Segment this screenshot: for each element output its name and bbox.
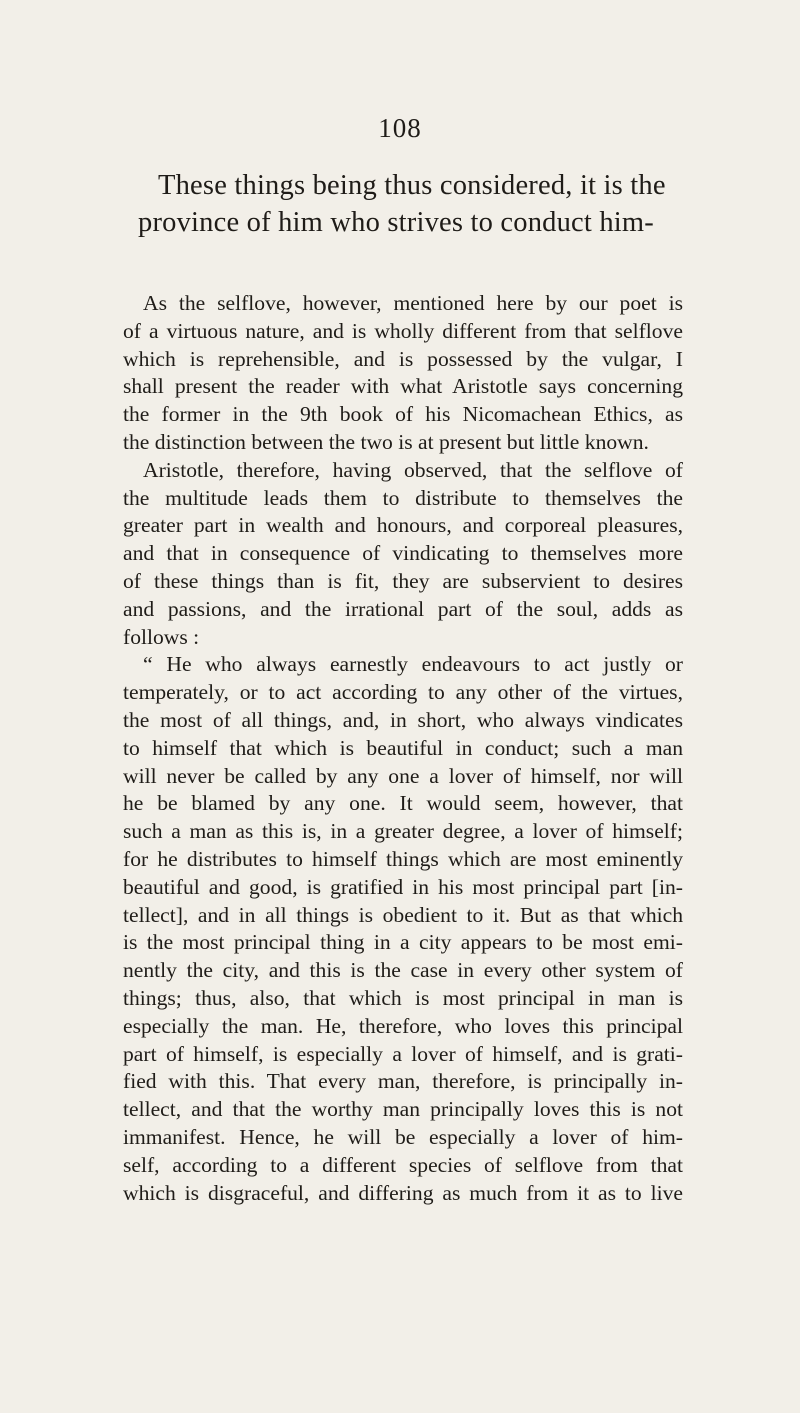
commentary-line: tellect], and in all things is obedient to it. But as that which — [123, 902, 683, 927]
commentary-text — [123, 290, 683, 1207]
commentary-line: part of himself, is especially a lover of himself, and is grati- — [123, 1041, 683, 1066]
commentary-line: the multitude leads them to distribute to themselves the — [123, 485, 683, 510]
commentary-line: which is reprehensible, and is possessed by the vulgar, I — [123, 346, 683, 371]
commentary-line: of a virtuous nature, and is wholly different from that selflove — [123, 318, 683, 343]
commentary-line: beautiful and good, is gratified in his most principal part [in- — [123, 874, 683, 899]
commentary-line: things; thus, also, that which is most principal in man is — [123, 985, 683, 1010]
commentary-line: he be blamed by any one. It would seem, however, that — [123, 791, 683, 816]
poem-text — [138, 167, 666, 241]
commentary-line: immanifest. Hence, he will be especially a lover of him- — [123, 1124, 683, 1149]
commentary-line: tellect, and that the worthy man principally loves this is not — [123, 1097, 683, 1122]
commentary-line: the former in the 9th book of his Nicomachean Ethics, as — [123, 402, 683, 427]
commentary-line: is the most principal thing in a city appears to be most emi- — [123, 930, 683, 955]
commentary-line: greater part in wealth and honours, and corporeal pleasures, — [123, 513, 683, 538]
commentary-line: for he distributes to himself things which are most eminently — [123, 846, 683, 871]
poem-line: province of him who strives to conduct him- — [138, 207, 654, 238]
commentary-line: which is disgraceful, and differing as much from it as to live — [123, 1180, 683, 1205]
commentary-line: self, according to a different species of selflove from that — [123, 1152, 683, 1177]
commentary-line: will never be called by any one a lover of himself, nor will — [123, 763, 683, 788]
commentary-line: nently the city, and this is the case in every other system of — [123, 958, 683, 983]
commentary-line: follows : — [123, 624, 200, 649]
commentary-line: especially the man. He, therefore, who loves this principal — [123, 1013, 683, 1038]
commentary-line: to himself that which is beautiful in conduct; such a man — [123, 735, 683, 760]
commentary-line: such a man as this is, in a greater degree, a lover of himself; — [123, 819, 683, 844]
commentary-line: As the selflove, however, mentioned here by our poet is — [143, 291, 683, 315]
commentary-line: fied with this. That every man, therefore, is principally in- — [123, 1069, 683, 1094]
commentary-line: shall present the reader with what Aristotle says concerning — [123, 374, 683, 399]
commentary-line: of these things than is fit, they are subservient to desires — [123, 568, 683, 593]
poem-line: These things being thus considered, it is the — [158, 170, 666, 201]
commentary-line: temperately, or to act according to any other of the virtues, — [123, 680, 683, 705]
commentary-line: and passions, and the irrational part of the soul, adds as — [123, 596, 683, 621]
commentary-line: “ He who always earnestly endeavours to act justly or — [143, 652, 683, 677]
commentary-line: the distinction between the two is at present but little known. — [123, 429, 649, 454]
commentary-line: Aristotle, therefore, having observed, that the selflove of — [143, 457, 683, 482]
commentary-line: and that in consequence of vindicating to themselves more — [123, 541, 683, 566]
page-number: 108 — [378, 113, 422, 143]
commentary-line: the most of all things, and, in short, who always vindicates — [123, 707, 683, 732]
